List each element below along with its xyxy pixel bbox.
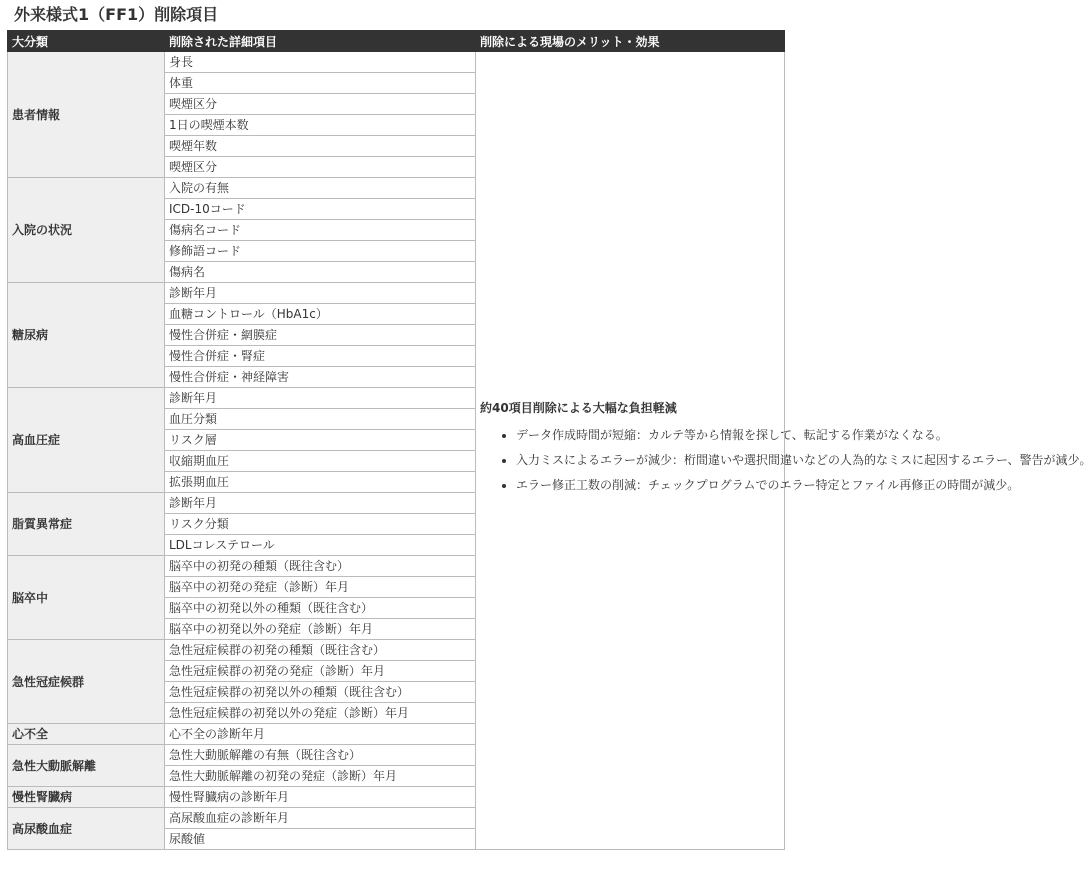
detail-cell: 血圧分類 [165, 409, 476, 430]
benefit-cell [476, 52, 1092, 850]
benefit-point: • データ作成時間が短縮：カルテ等から情報を探して、転記する作業がなくなる。 [516, 428, 784, 443]
detail-cell: 急性冠症候群の初発の種類（既往含む） [165, 640, 476, 661]
detail-cell: 慢性合併症・網膜症 [165, 325, 476, 346]
detail-cell: 身長 [165, 52, 476, 73]
detail-cell: 傷病名コード [165, 220, 476, 241]
detail-cell: 診断年月 [165, 388, 476, 409]
detail-cell: 急性冠症候群の初発以外の種類（既往含む） [165, 682, 476, 703]
detail-cell: 修飾語コード [165, 241, 476, 262]
category-cell: 慢性腎臓病 [8, 787, 165, 808]
category-cell: 脂質異常症 [8, 493, 165, 556]
detail-cell: 診断年月 [165, 283, 476, 304]
detail-cell: 入院の有無 [165, 178, 476, 199]
category-cell: 高血圧症 [8, 388, 165, 493]
table-body [8, 52, 1092, 850]
detail-cell: 慢性腎臓病の診断年月 [165, 787, 476, 808]
benefit-point: • エラー修正工数の削減：チェックプログラムでのエラー特定とファイル再修正の時間が減少。 [516, 478, 784, 493]
detail-cell: 傷病名 [165, 262, 476, 283]
detail-cell: 血糖コントロール（HbA1c） [165, 304, 476, 325]
detail-cell: 慢性合併症・腎症 [165, 346, 476, 367]
detail-cell: 収縮期血圧 [165, 451, 476, 472]
detail-cell: 喫煙区分 [165, 157, 476, 178]
benefit-point: • 入力ミスによるエラーが減少：桁間違いや選択間違いなどの人為的なミスに起因するエラー、警告が減少。 [516, 453, 784, 468]
table-row [8, 52, 785, 73]
category-cell: 糖尿病 [8, 283, 165, 388]
detail-cell: 1日の喫煙本数 [165, 115, 476, 136]
detail-cell: 尿酸値 [165, 829, 476, 850]
category-cell: 患者情報 [8, 52, 165, 178]
detail-cell: 心不全の診断年月 [165, 724, 476, 745]
detail-cell: 体重 [165, 73, 476, 94]
detail-cell: 急性大動脈解離の初発の発症（診断）年月 [165, 766, 476, 787]
page-title: 外来様式1（FF1）削除項目 [14, 5, 219, 24]
detail-cell: リスク層 [165, 430, 476, 451]
detail-cell: 喫煙区分 [165, 94, 476, 115]
category-cell: 急性大動脈解離 [8, 745, 165, 787]
benefit-list [480, 428, 1092, 493]
detail-cell: 脳卒中の初発以外の発症（診断）年月 [165, 619, 476, 640]
detail-cell: 急性冠症候群の初発以外の発症（診断）年月 [165, 703, 476, 724]
detail-cell: 慢性合併症・神経障害 [165, 367, 476, 388]
category-cell: 高尿酸血症 [8, 808, 165, 850]
detail-cell: 脳卒中の初発の種類（既往含む） [165, 556, 476, 577]
detail-cell: 急性大動脈解離の有無（既往含む） [165, 745, 476, 766]
header-category: 大分類 [8, 31, 165, 52]
category-cell: 急性冠症候群 [8, 640, 165, 724]
benefit-title: 約40項目削除による大幅な負担軽減 [480, 401, 677, 415]
category-cell: 入院の状況 [8, 178, 165, 283]
detail-cell: LDLコレステロール [165, 535, 476, 556]
table-header-row [8, 31, 785, 52]
detail-cell: 脳卒中の初発以外の種類（既往含む） [165, 598, 476, 619]
detail-cell: リスク分類 [165, 514, 476, 535]
detail-cell: 高尿酸血症の診断年月 [165, 808, 476, 829]
detail-cell: 拡張期血圧 [165, 472, 476, 493]
detail-cell: 診断年月 [165, 493, 476, 514]
category-cell: 脳卒中 [8, 556, 165, 640]
detail-cell: 喫煙年数 [165, 136, 476, 157]
category-cell: 心不全 [8, 724, 165, 745]
deleted-items-table [7, 30, 1092, 850]
header-benefit: 削除による現場のメリット・効果 [476, 31, 785, 52]
detail-cell: ICD-10コード [165, 199, 476, 220]
detail-cell: 脳卒中の初発の発症（診断）年月 [165, 577, 476, 598]
header-detail: 削除された詳細項目 [165, 31, 476, 52]
detail-cell: 急性冠症候群の初発の発症（診断）年月 [165, 661, 476, 682]
